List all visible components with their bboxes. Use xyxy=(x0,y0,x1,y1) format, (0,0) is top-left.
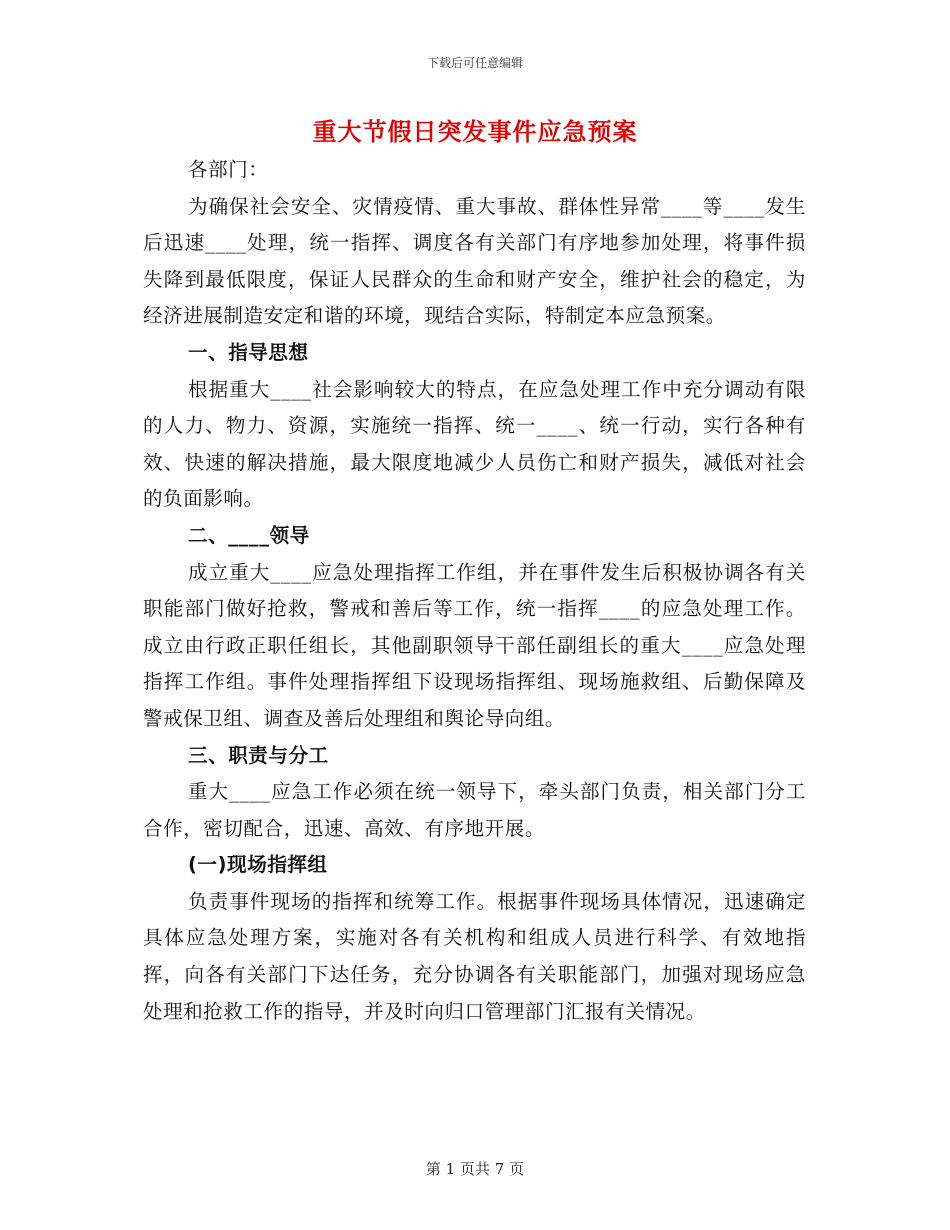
document-title: 重大节假日突发事件应急预案 xyxy=(312,118,638,146)
page-footer: 第 1 页共 7 页 xyxy=(425,1160,525,1178)
header-note: 下载后可任意编辑 xyxy=(426,56,523,70)
paragraph-intro: 为确保社会安全、灾情疫情、重大事故、群体性异常____等____发生后迅速____处理，统一指挥、调度各有关部门有序地参加处理，将事件损失降到最低限度，保证人民群众的生命和财产安全，维护社会的稳定，为经济进展制造安定和谐的环境，现结合实际，特制定本应急预案。 xyxy=(143,194,806,328)
paragraph-duties: 重大____应急工作必须在统一领导下，牵头部门负责，相关部门分工合作，密切配合，迅速、高效、有序地开展。 xyxy=(143,780,806,840)
paragraph-guiding-ideology: 根据重大____社会影响较大的特点，在应急处理工作中充分调动有限的人力、物力、资源，实施统一指挥、统一____、统一行动，实行各种有效、快速的解决措施，最大限度地减少人员伤亡和财产损失，减低对社会的负面影响。 xyxy=(143,377,806,511)
salutation: 各部门： xyxy=(188,158,269,181)
paragraph-leadership: 成立重大____应急处理指挥工作组，并在事件发生后积极协调各有关职能部门做好抢救，警戒和善后等工作，统一指挥____的应急处理工作。成立由行政正职任组长，其他副职领导干部任副组长的重大____应急处理指挥工作组。事件处理指挥组下设现场指挥组、现场施救组、后勤保障及警戒保卫组、调查及善后处理组和舆论导向组。 xyxy=(143,560,806,730)
heading-duties: 三、职责与分工 xyxy=(188,743,329,767)
paragraph-onsite-command: 负责事件现场的指挥和统筹工作。根据事件现场具体情况，迅速确定具体应急处理方案，实施对各有关机构和组成人员进行科学、有效地指挥，向各有关部门下达任务，充分协调各有关职能部门，加强对现场应急处理和抢救工作的指导，并及时向归口管理部门汇报有关情况。 xyxy=(143,889,806,1023)
document-body xyxy=(143,152,806,1030)
heading-onsite-command: (一)现场指挥组 xyxy=(188,853,328,877)
heading-leadership: 二、____领导 xyxy=(188,523,310,547)
heading-guiding-ideology: 一、指导思想 xyxy=(188,340,309,364)
